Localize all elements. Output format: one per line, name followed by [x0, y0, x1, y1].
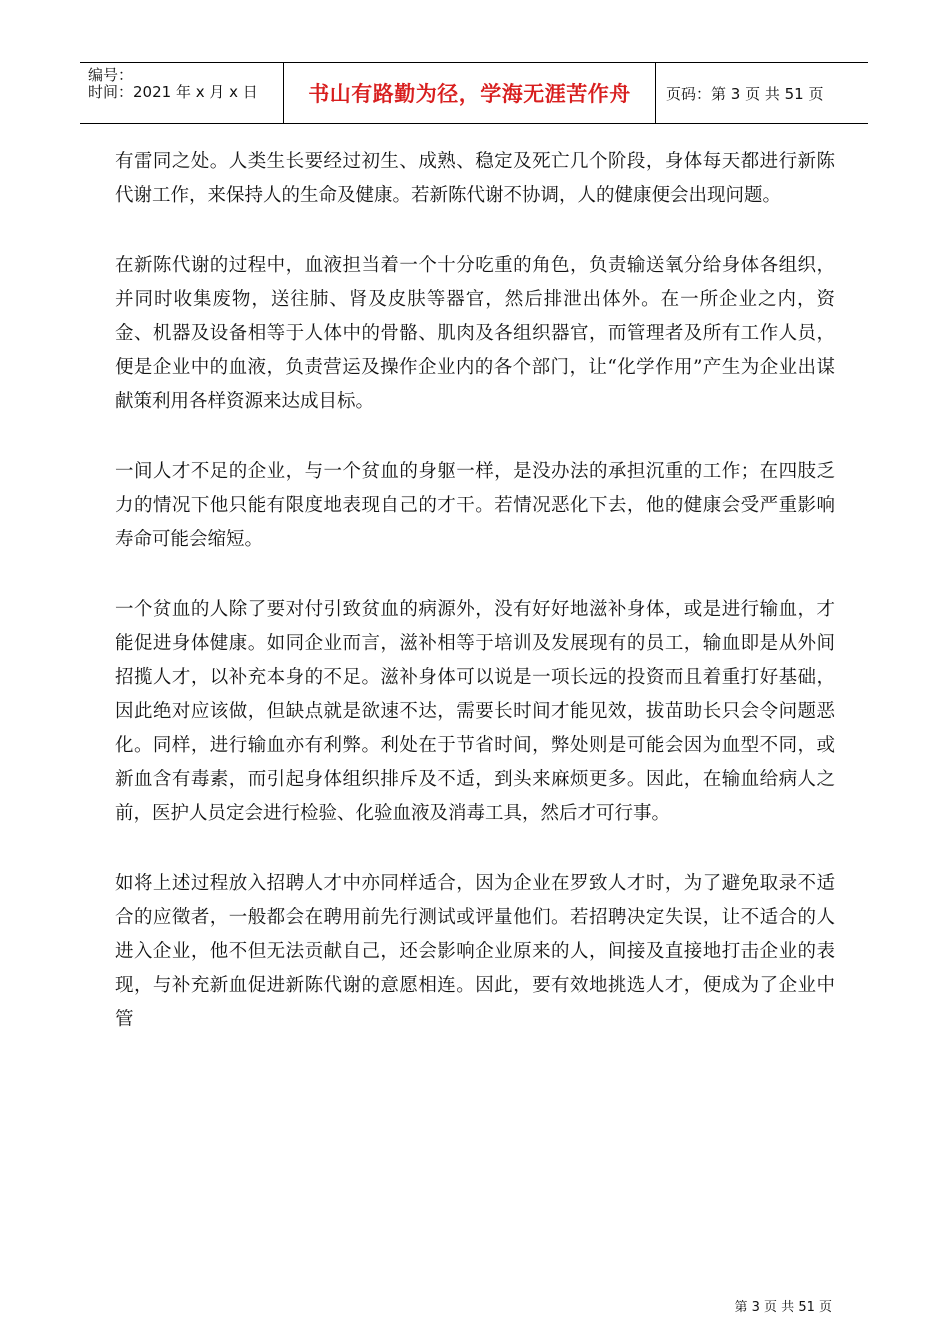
document-body — [115, 145, 835, 1073]
paragraph-1: 有雷同之处。人类生长要经过初生、成熟、稳定及死亡几个阶段，身体每天都进行新陈代谢工作，来保持人的生命及健康。若新陈代谢不协调，人的健康便会出现问题。 — [115, 151, 835, 206]
header-motto: 书山有路勤为径，学海无涯苦作舟 — [284, 63, 656, 123]
header-number-label: 编号： — [88, 66, 134, 84]
header-page-info: 页码：第 3 页 共 51 页 — [666, 84, 824, 103]
page-footer: 第 3 页 共 51 页 — [734, 1300, 832, 1315]
paragraph-4: 一个贫血的人除了要对付引致贫血的病源外，没有好好地滋补身体，或是进行输血，才能促进身体健康。如同企业而言，滋补相等于培训及发展现有的员工，输血即是从外间招揽人才，以补充本身的不足。滋补身体可以说是一项长远的投资而且着重打好基础，因此绝对应该做，但缺点就是欲速不达，需要长时间才能见效，拔苗助长只会令问题恶化。同样，进行输血亦有利弊。利处在于节省时间，弊处则是可能会因为血型不同，或新血含有毒素，而引起身体组织排斥及不适，到头来麻烦更多。因此，在输血给病人之前，医护人员定会进行检验、化验血液及消毒工具，然后才可行事。 — [115, 599, 835, 824]
header-date-label: 时间：2021 年 x 月 x 日 — [88, 83, 258, 101]
page-header — [80, 62, 868, 124]
header-meta — [80, 63, 284, 123]
paragraph-3: 一间人才不足的企业，与一个贫血的身躯一样，是没办法的承担沉重的工作；在四肢乏力的情况下他只能有限度地表现自己的才干。若情况恶化下去，他的健康会受严重影响寿命可能会缩短。 — [115, 461, 835, 550]
paragraph-5: 如将上述过程放入招聘人才中亦同样适合，因为企业在罗致人才时，为了避免取录不适合的应徵者，一般都会在聘用前先行测试或评量他们。若招聘决定失误，让不适合的人进入企业，他不但无法贡献自己，还会影响企业原来的人，间接及直接地打击企业的表现，与补充新血促进新陈代谢的意愿相连。因此，要有效地挑选人才，便成为了企业中管 — [115, 873, 835, 1030]
paragraph-2: 在新陈代谢的过程中，血液担当着一个十分吃重的角色，负责输送氧分给身体各组织，并同时收集废物，送往肺、肾及皮肤等器官，然后排泄出体外。在一所企业之内，资金、机器及设备相等于人体中的骨骼、肌肉及各组织器官，而管理者及所有工作人员，便是企业中的血液，负责营运及操作企业内的各个部门，让“化学作用”产生为企业出谋献策利用各样资源来达成目标。 — [115, 255, 835, 412]
